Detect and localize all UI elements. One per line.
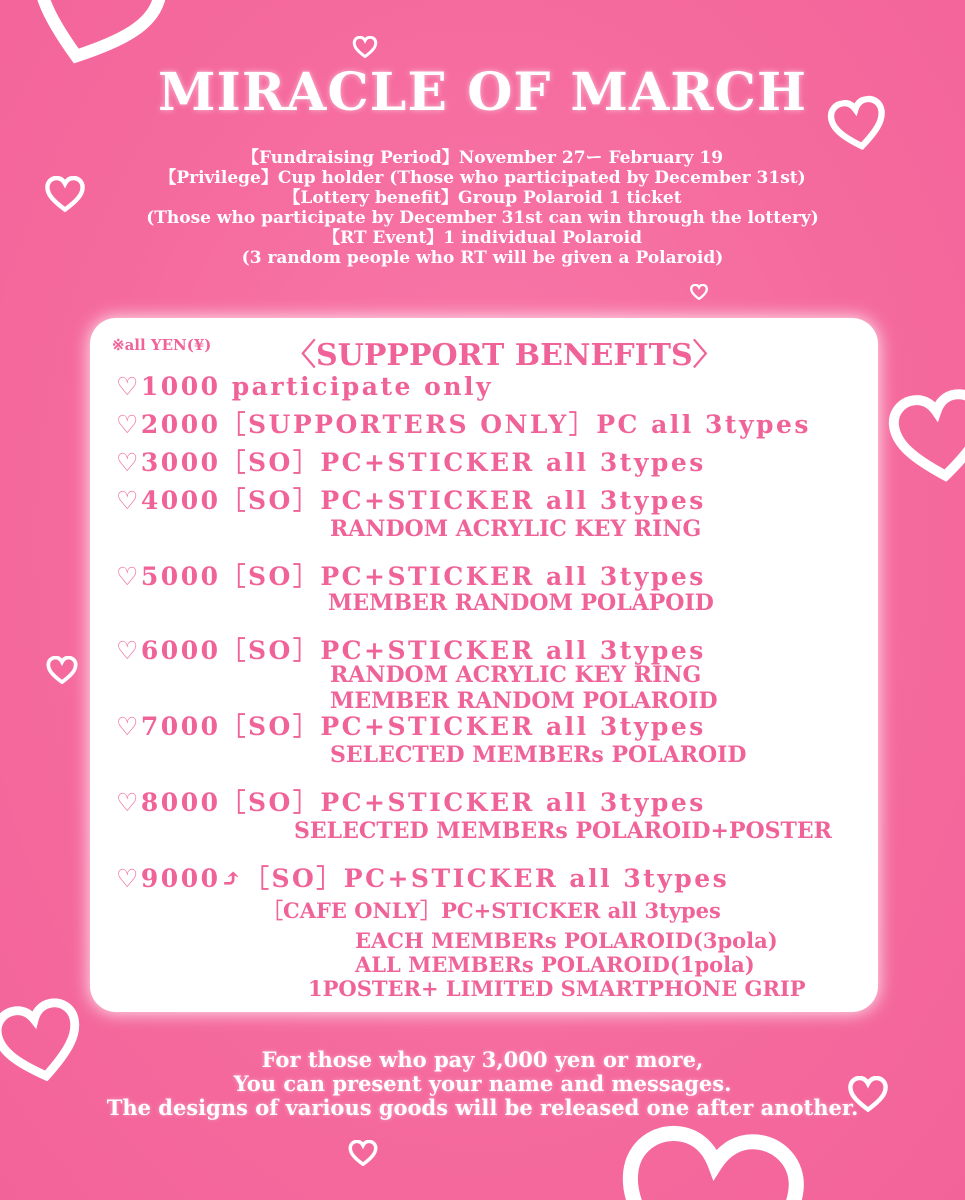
tier-3000: ♡3000［SO］PC+STICKER all 3types	[116, 448, 706, 477]
info-line: 【Fundraising Period】November 27ー February 19	[241, 148, 724, 168]
footer-line: For those who pay 3,000 yen or more,	[261, 1047, 704, 1072]
tier-9000-extra: ALL MEMBERs POLAROID(1pola)	[355, 952, 755, 977]
tier-6000-extra: MEMBER RANDOM POLAROID	[330, 688, 718, 714]
currency-note: ※all YEN(¥)	[112, 336, 212, 354]
heart-outline-icon	[46, 656, 78, 684]
heart-outline-icon	[348, 1140, 378, 1166]
info-line: 【RT Event】1 individual Polaroid	[323, 228, 642, 248]
tier-2000: ♡2000［SUPPORTERS ONLY］PC all 3types	[116, 410, 811, 439]
tier-9000-extra: ［CAFE ONLY］PC+STICKER all 3types	[262, 898, 721, 923]
tier-8000-extra: SELECTED MEMBERs POLAROID+POSTER	[294, 818, 832, 844]
tier-9000-extra: EACH MEMBERs POLAROID(3pola)	[355, 928, 778, 953]
info-line: (3 random people who RT will be given a Polaroid)	[241, 248, 724, 268]
info-line: 【Lottery benefit】Group Polaroid 1 ticket	[283, 188, 682, 208]
benefits-heading: 〈SUPPPORT BENEFITS〉	[286, 338, 723, 373]
heart-outline-icon	[602, 1118, 819, 1200]
tier-8000: ♡8000［SO］PC+STICKER all 3types	[116, 788, 706, 817]
tier-9000-extra: 1POSTER+ LIMITED SMARTPHONE GRIP	[308, 976, 806, 1001]
tier-5000: ♡5000［SO］PC+STICKER all 3types	[116, 562, 706, 591]
info-line: 【Privilege】Cup holder (Those who participated by December 31st)	[159, 168, 806, 188]
tier-6000: ♡6000［SO］PC+STICKER all 3types	[116, 636, 706, 665]
tier-9000: ♡9000⤴［SO］PC+STICKER all 3types	[116, 864, 730, 893]
tier-5000-extra: MEMBER RANDOM POLAPOID	[328, 590, 714, 616]
footer-line: The designs of various goods will be released one after another.	[106, 1095, 859, 1120]
heart-outline-icon	[690, 284, 708, 300]
tier-4000: ♡4000［SO］PC+STICKER all 3types	[116, 486, 706, 515]
footer-line: You can present your name and messages.	[233, 1071, 732, 1096]
tier-7000: ♡7000［SO］PC+STICKER all 3types	[116, 712, 706, 741]
page-title: MIRACLE OF MARCH	[157, 62, 808, 123]
heart-outline-icon	[352, 36, 378, 58]
tier-4000-extra: RANDOM ACRYLIC KEY RING	[330, 516, 702, 542]
tier-6000-extra: RANDOM ACRYLIC KEY RING	[330, 662, 702, 688]
footer-notes	[0, 1048, 965, 1120]
tier-7000-extra: SELECTED MEMBERs POLAROID	[330, 742, 747, 768]
heart-outline-icon	[884, 385, 965, 488]
benefits-card	[90, 318, 878, 1012]
tier-1000: ♡1000 participate only	[116, 372, 494, 401]
campaign-info	[0, 148, 965, 268]
info-line: (Those who participate by December 31st can win through the lottery)	[146, 208, 819, 228]
